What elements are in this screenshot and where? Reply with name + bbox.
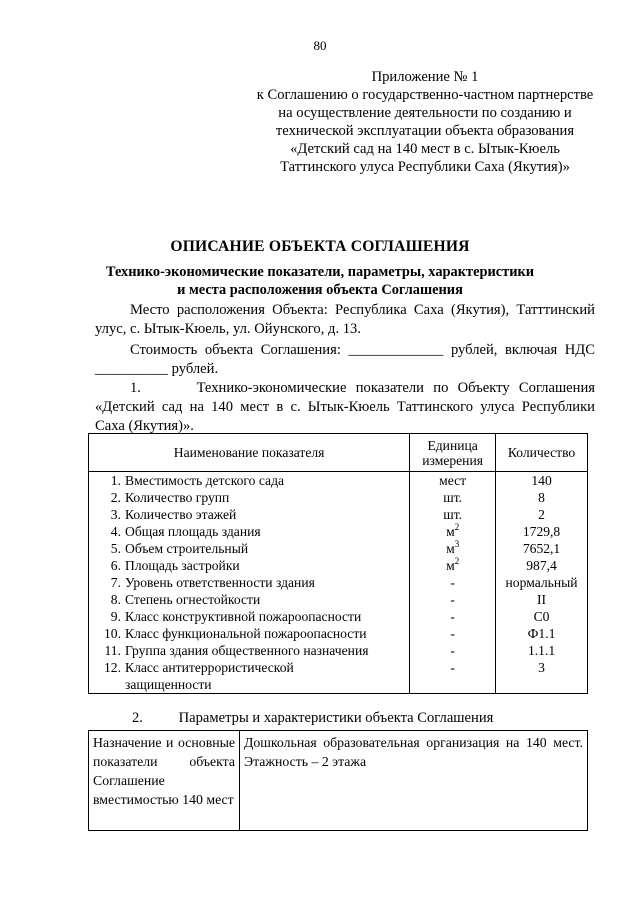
section2-number: 2. xyxy=(132,710,143,726)
cell-name xyxy=(89,659,410,694)
row-unit: - xyxy=(450,575,455,590)
row-unit: - xyxy=(450,609,455,624)
row-unit-exponent: 3 xyxy=(454,539,460,549)
cell-qty: нормальный xyxy=(496,574,588,591)
subtitle-line: Технико-экономические показатели, параметры, характеристики xyxy=(105,264,535,280)
section1-paragraph xyxy=(95,379,595,436)
row-number: 9. xyxy=(110,609,121,624)
cell-qty: С0 xyxy=(496,608,588,625)
row-number: 12. xyxy=(104,660,121,675)
annex-line: Таттинского улуса Республики Саха (Якутия)» xyxy=(280,159,570,175)
cell-qty: 140 xyxy=(496,472,588,490)
cell-name xyxy=(89,472,410,490)
table-row xyxy=(89,523,588,540)
location-line: Место расположения Объекта: Республика Саха (Якутия), Татттинский xyxy=(130,302,595,318)
cost-line: __________ рублей. xyxy=(95,361,219,377)
page-number: 80 xyxy=(313,38,327,53)
cell-unit xyxy=(410,591,496,608)
cell-name xyxy=(89,642,410,659)
annex-line: на осуществление деятельности по созданию и xyxy=(278,105,572,121)
table-row xyxy=(89,489,588,506)
row-number: 11. xyxy=(104,643,121,658)
row-unit: - xyxy=(450,660,455,675)
row-name: Уровень ответственности здания xyxy=(125,575,315,590)
header-unit: Единица измерения xyxy=(410,434,496,472)
table-row xyxy=(89,608,588,625)
cell-qty: 1729,8 xyxy=(496,523,588,540)
row-unit: м xyxy=(446,541,455,556)
header-qty: Количество xyxy=(496,434,588,472)
cell-qty: 8 xyxy=(496,489,588,506)
row-number: 5. xyxy=(110,541,121,556)
row-unit: - xyxy=(450,643,455,658)
cell-unit xyxy=(410,489,496,506)
table-row xyxy=(89,591,588,608)
table-row xyxy=(89,506,588,523)
table-row xyxy=(89,642,588,659)
cell-qty: Ф1.1 xyxy=(496,625,588,642)
section1-line: 1. Технико-экономические показатели по Объекту Соглашения xyxy=(130,380,595,396)
cell-name xyxy=(89,557,410,574)
table-row xyxy=(89,731,588,831)
params-left-cell: Назначение и основные показатели объекта Соглашение вместимостью 140 мест xyxy=(89,731,240,831)
cost-line: Стоимость объекта Соглашения: _____________ рублей, включая НДС xyxy=(130,342,595,358)
location-paragraph xyxy=(95,301,595,339)
row-name: Объем строительный xyxy=(125,541,249,556)
cell-name xyxy=(89,625,410,642)
row-name: Класс функциональной пожароопасности xyxy=(125,626,367,641)
row-unit-exponent: 2 xyxy=(454,556,460,566)
section1-line: «Детский сад на 140 мест в с. Ытык-Кюель Таттинского улуса Республики xyxy=(95,399,595,415)
row-number: 6. xyxy=(110,558,121,573)
cell-unit xyxy=(410,472,496,490)
row-number: 8. xyxy=(110,592,121,607)
cell-unit xyxy=(410,625,496,642)
params-table xyxy=(88,730,588,831)
row-number: 2. xyxy=(110,490,121,505)
row-number: 4. xyxy=(110,524,121,539)
row-number: 1. xyxy=(110,473,121,488)
cell-name xyxy=(89,591,410,608)
location-line: улус, с. Ытык-Кюель, ул. Ойунского, д. 13. xyxy=(95,321,361,337)
document-subtitle xyxy=(0,263,640,299)
section1-line: Саха (Якутия)». xyxy=(95,418,194,434)
row-unit: м xyxy=(446,558,455,573)
row-name: Площадь застройки xyxy=(125,558,240,573)
cost-paragraph xyxy=(95,341,595,379)
row-name: Группа здания общественного назначения xyxy=(125,643,369,658)
cell-unit xyxy=(410,642,496,659)
row-unit: - xyxy=(450,626,455,641)
indicators-body xyxy=(89,472,588,694)
cell-unit xyxy=(410,659,496,694)
cell-unit xyxy=(410,574,496,591)
cell-name xyxy=(89,506,410,523)
table-row xyxy=(89,574,588,591)
header-name: Наименование показателя xyxy=(89,434,410,472)
subtitle-line: и места расположения объекта Соглашения xyxy=(177,282,463,298)
row-name: Класс антитеррористической xyxy=(125,660,294,675)
row-unit: мест xyxy=(439,473,467,488)
cell-unit xyxy=(410,506,496,523)
row-unit: - xyxy=(450,592,455,607)
row-number: 10. xyxy=(104,626,121,641)
table-row xyxy=(89,659,588,694)
cell-qty: 1.1.1 xyxy=(496,642,588,659)
row-unit: шт. xyxy=(443,490,463,505)
indicators-table xyxy=(88,433,588,694)
table-row xyxy=(89,625,588,642)
cell-qty: 3 xyxy=(496,659,588,694)
row-name: Количество этажей xyxy=(125,507,237,522)
annex-header xyxy=(210,68,640,176)
table-row xyxy=(89,540,588,557)
table-row xyxy=(89,557,588,574)
table-header-row xyxy=(89,434,588,472)
row-number: 7. xyxy=(110,575,121,590)
cell-name xyxy=(89,574,410,591)
annex-line: технической эксплуатации объекта образования xyxy=(275,123,575,139)
row-name: Общая площадь здания xyxy=(125,524,261,539)
section2-heading xyxy=(132,710,493,727)
cell-unit xyxy=(410,608,496,625)
cell-name xyxy=(89,523,410,540)
annex-line: к Соглашению о государственно-частном партнерстве xyxy=(256,87,594,103)
row-unit-exponent: 2 xyxy=(454,522,460,532)
cell-unit xyxy=(410,557,496,574)
row-name: Вместимость детского сада xyxy=(125,473,285,488)
cell-qty: 987,4 xyxy=(496,557,588,574)
section2-label: Параметры и характеристики объекта Соглашения xyxy=(178,710,494,726)
cell-qty: 2 xyxy=(496,506,588,523)
cell-name xyxy=(89,540,410,557)
row-number: 3. xyxy=(110,507,121,522)
cell-name xyxy=(89,489,410,506)
row-name: Количество групп xyxy=(125,490,230,505)
cell-unit xyxy=(410,523,496,540)
row-name: Класс конструктивной пожароопасности xyxy=(125,609,362,624)
params-right-cell: Дошкольная образовательная организация на 140 мест. Этажность – 2 этажа xyxy=(240,731,588,831)
cell-name xyxy=(89,608,410,625)
annex-line: Приложение № 1 xyxy=(371,69,479,85)
cell-unit xyxy=(410,540,496,557)
row-unit: шт. xyxy=(443,507,463,522)
document-title: ОПИСАНИЕ ОБЪЕКТА СОГЛАШЕНИЯ xyxy=(170,238,470,255)
cell-qty: II xyxy=(496,591,588,608)
row-name-continued: защищенности xyxy=(125,677,212,692)
cell-qty: 7652,1 xyxy=(496,540,588,557)
row-name: Степень огнестойкости xyxy=(125,592,261,607)
row-unit: м xyxy=(446,524,455,539)
annex-line: «Детский сад на 140 мест в с. Ытык-Кюель xyxy=(290,141,560,157)
table-row xyxy=(89,472,588,490)
